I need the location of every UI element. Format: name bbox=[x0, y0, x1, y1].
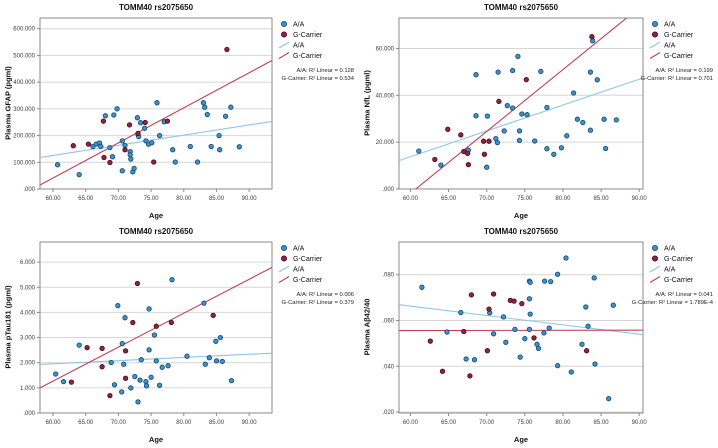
legend-label: G-Carrier bbox=[293, 277, 323, 284]
point-gc bbox=[69, 380, 73, 384]
y-tick-label: 200.000 bbox=[13, 133, 35, 140]
y-tick-label: 100.000 bbox=[13, 160, 35, 167]
point-gc bbox=[481, 139, 485, 143]
r2-annotation: A/A: R² Linear = 0.041 bbox=[655, 292, 713, 298]
point-aa bbox=[559, 146, 563, 150]
x-tick-label: 70.00 bbox=[110, 196, 126, 202]
point-gc bbox=[135, 281, 139, 285]
x-tick-label: 75.00 bbox=[143, 196, 159, 202]
point-gc bbox=[123, 349, 127, 353]
r2-annotation: G-Carrier: R² Linear = 0.379 bbox=[281, 300, 354, 306]
fit-line-gc bbox=[399, 5, 643, 203]
x-tick-label: 65.00 bbox=[78, 196, 94, 202]
y-tick-label: .000 bbox=[23, 187, 35, 193]
point-aa bbox=[139, 358, 143, 362]
x-tick-label: 65.00 bbox=[441, 420, 457, 426]
x-tick-label: 60.00 bbox=[402, 420, 418, 426]
point-aa bbox=[157, 133, 161, 137]
y-tick-label: 6.000 bbox=[19, 260, 35, 267]
legend-line-aa bbox=[279, 266, 289, 272]
point-aa bbox=[157, 383, 161, 387]
point-aa bbox=[123, 316, 127, 320]
point-gc bbox=[468, 374, 472, 378]
panel-ptau181 bbox=[0, 224, 359, 448]
point-gc bbox=[491, 292, 495, 296]
y-tick-label: 60.000 bbox=[375, 46, 394, 53]
x-tick-label: 85.00 bbox=[208, 420, 224, 426]
point-aa bbox=[138, 121, 142, 125]
r2-annotation: G-Carrier: R² Linear = 1.789E-4 bbox=[631, 300, 713, 306]
point-gc bbox=[100, 346, 104, 350]
point-gc bbox=[487, 307, 491, 311]
point-gc bbox=[524, 77, 528, 81]
point-gc bbox=[520, 301, 524, 305]
point-aa bbox=[474, 114, 478, 118]
point-gc bbox=[101, 119, 105, 123]
point-gc bbox=[482, 152, 486, 156]
y-axis-label: Plasma Aβ42/40 bbox=[362, 298, 372, 356]
point-aa bbox=[103, 114, 107, 118]
point-aa bbox=[147, 348, 151, 352]
legend-label: A/A bbox=[293, 245, 305, 253]
x-tick-label: 80.00 bbox=[555, 420, 571, 426]
point-aa bbox=[120, 341, 124, 345]
point-gc bbox=[485, 349, 489, 353]
point-aa bbox=[474, 73, 478, 77]
legend-label: G-Carrier bbox=[293, 32, 323, 39]
point-aa bbox=[160, 365, 164, 369]
legend-label: G-Carrier bbox=[664, 53, 694, 60]
point-gc bbox=[100, 365, 104, 369]
point-aa bbox=[459, 310, 463, 314]
point-aa bbox=[229, 105, 233, 109]
point-gc bbox=[127, 123, 131, 127]
legend-label: G-Carrier bbox=[293, 53, 323, 60]
r2-annotation: A/A: R² Linear = 0.128 bbox=[296, 68, 354, 74]
point-aa bbox=[555, 272, 559, 276]
point-gc bbox=[86, 142, 90, 146]
point-aa bbox=[595, 78, 599, 82]
point-aa bbox=[542, 331, 546, 335]
legend-line-aa bbox=[650, 42, 660, 48]
point-aa bbox=[518, 355, 522, 359]
point-aa bbox=[569, 370, 573, 374]
point-aa bbox=[485, 114, 489, 118]
y-axis-label: Plasma pTau181 (pgml) bbox=[3, 285, 13, 369]
point-aa bbox=[564, 256, 568, 260]
point-aa bbox=[464, 357, 468, 361]
y-tick-label: .080 bbox=[382, 272, 394, 279]
point-aa bbox=[545, 147, 549, 151]
point-aa bbox=[496, 70, 500, 74]
point-aa bbox=[525, 113, 529, 117]
point-aa bbox=[588, 70, 592, 74]
point-aa bbox=[77, 172, 81, 176]
point-aa bbox=[128, 153, 132, 157]
y-tick-label: 40.000 bbox=[375, 93, 394, 100]
y-tick-label: 20.000 bbox=[375, 140, 394, 147]
legend-label: G-Carrier bbox=[293, 256, 323, 263]
x-tick-label: 75.00 bbox=[143, 420, 159, 426]
point-gc bbox=[590, 35, 594, 39]
point-aa bbox=[581, 120, 585, 124]
point-aa bbox=[584, 305, 588, 309]
plot-frame bbox=[399, 242, 643, 413]
point-gc bbox=[154, 324, 158, 328]
x-tick-label: 60.00 bbox=[45, 420, 61, 426]
point-gc bbox=[143, 120, 147, 124]
point-aa bbox=[138, 378, 142, 382]
y-tick-label: 4.000 bbox=[19, 310, 35, 317]
legend-dot-aa bbox=[652, 245, 657, 250]
legend-label: A/A bbox=[293, 21, 305, 29]
point-aa bbox=[523, 336, 527, 340]
point-aa bbox=[195, 160, 199, 164]
x-axis-label: Age bbox=[513, 435, 529, 444]
point-gc bbox=[466, 162, 470, 166]
x-tick-label: 90.00 bbox=[631, 420, 647, 426]
x-tick-label: 80.00 bbox=[176, 196, 192, 202]
point-aa bbox=[188, 144, 192, 148]
point-aa bbox=[501, 315, 505, 319]
point-aa bbox=[517, 129, 521, 133]
point-aa bbox=[112, 113, 116, 117]
point-aa bbox=[513, 327, 517, 331]
point-aa bbox=[203, 362, 207, 366]
point-aa bbox=[505, 103, 509, 107]
point-aa bbox=[136, 400, 140, 404]
y-tick-label: 600.000 bbox=[13, 26, 35, 33]
point-aa bbox=[108, 145, 112, 149]
point-aa bbox=[220, 359, 224, 363]
point-aa bbox=[203, 105, 207, 109]
x-axis-label: Age bbox=[148, 435, 164, 444]
point-aa bbox=[185, 354, 189, 358]
point-aa bbox=[420, 285, 424, 289]
x-tick-label: 85.00 bbox=[593, 420, 609, 426]
point-aa bbox=[527, 297, 531, 301]
point-aa bbox=[510, 68, 514, 72]
legend-label: A/A bbox=[664, 266, 676, 274]
point-gc bbox=[123, 148, 127, 152]
point-aa bbox=[147, 307, 151, 311]
point-aa bbox=[99, 144, 103, 148]
point-aa bbox=[472, 358, 476, 362]
point-aa bbox=[132, 166, 136, 170]
panel-abeta42-40 bbox=[359, 224, 718, 448]
fit-line-aa bbox=[40, 121, 272, 157]
point-aa bbox=[565, 134, 569, 138]
x-tick-label: 60.00 bbox=[45, 196, 61, 202]
point-aa bbox=[209, 144, 213, 148]
point-gc bbox=[446, 127, 450, 131]
point-aa bbox=[123, 143, 127, 147]
point-aa bbox=[495, 140, 499, 144]
x-tick-label: 85.00 bbox=[593, 196, 609, 202]
x-tick-label: 75.00 bbox=[517, 420, 533, 426]
point-aa bbox=[173, 160, 177, 164]
point-gc bbox=[108, 393, 112, 397]
point-aa bbox=[533, 139, 537, 143]
point-aa bbox=[614, 118, 618, 122]
point-gc bbox=[152, 160, 156, 164]
point-gc bbox=[102, 155, 106, 159]
r2-annotation: G-Carrier: R² Linear = 0.701 bbox=[640, 76, 713, 82]
point-gc bbox=[71, 144, 75, 148]
legend-line-aa bbox=[279, 42, 289, 48]
x-tick-label: 85.00 bbox=[208, 196, 224, 202]
x-tick-label: 90.00 bbox=[241, 420, 257, 426]
point-aa bbox=[217, 133, 221, 137]
panel-title: TOMM40 rs2075650 bbox=[118, 3, 194, 12]
point-aa bbox=[549, 279, 553, 283]
r2-annotation: A/A: R² Linear = 0.006 bbox=[296, 292, 354, 298]
point-aa bbox=[155, 101, 159, 105]
point-gc bbox=[469, 293, 473, 297]
point-gc bbox=[165, 119, 169, 123]
point-aa bbox=[607, 396, 611, 400]
point-aa bbox=[218, 148, 222, 152]
legend-line-gc bbox=[650, 53, 660, 59]
point-aa bbox=[201, 101, 205, 105]
legend-label: A/A bbox=[293, 42, 305, 50]
y-tick-label: .020 bbox=[382, 410, 394, 417]
point-aa bbox=[166, 364, 170, 368]
y-tick-label: .000 bbox=[23, 411, 35, 417]
point-aa bbox=[109, 360, 113, 364]
x-tick-label: 80.00 bbox=[176, 420, 192, 426]
point-aa bbox=[539, 69, 543, 73]
legend-label: A/A bbox=[293, 266, 305, 274]
y-tick-label: .040 bbox=[382, 364, 394, 371]
point-aa bbox=[112, 383, 116, 387]
x-tick-label: 70.00 bbox=[110, 420, 126, 426]
point-gc bbox=[433, 157, 437, 161]
r2-annotation: A/A: R² Linear = 0.199 bbox=[655, 68, 713, 74]
point-gc bbox=[459, 133, 463, 137]
x-tick-label: 80.00 bbox=[555, 196, 571, 202]
point-aa bbox=[142, 126, 146, 130]
point-aa bbox=[520, 112, 524, 116]
point-aa bbox=[110, 155, 114, 159]
legend-dot-gc bbox=[652, 256, 657, 261]
scatter-plot bbox=[359, 224, 718, 448]
point-aa bbox=[120, 390, 124, 394]
point-aa bbox=[120, 169, 124, 173]
x-tick-label: 70.00 bbox=[479, 420, 495, 426]
r2-annotation: G-Carrier: R² Linear = 0.534 bbox=[281, 76, 354, 82]
fit-line-gc bbox=[40, 60, 272, 185]
legend-dot-aa bbox=[281, 21, 286, 26]
legend-label: G-Carrier bbox=[664, 277, 694, 284]
point-gc bbox=[497, 99, 501, 103]
point-aa bbox=[205, 112, 209, 116]
point-aa bbox=[592, 276, 596, 280]
point-aa bbox=[129, 157, 133, 161]
point-gc bbox=[123, 376, 127, 380]
point-gc bbox=[225, 47, 229, 51]
point-aa bbox=[510, 106, 514, 110]
legend-dot-gc bbox=[281, 32, 286, 37]
y-tick-label: 3.000 bbox=[19, 335, 35, 342]
point-aa bbox=[144, 384, 148, 388]
x-tick-label: 75.00 bbox=[517, 196, 533, 202]
point-gc bbox=[532, 336, 536, 340]
point-gc bbox=[462, 329, 466, 333]
point-aa bbox=[545, 105, 549, 109]
x-tick-label: 90.00 bbox=[241, 196, 257, 202]
point-aa bbox=[171, 148, 175, 152]
scatter-plot bbox=[359, 0, 718, 224]
point-aa bbox=[61, 379, 65, 383]
scatter-plot bbox=[0, 224, 359, 448]
point-aa bbox=[54, 372, 58, 376]
legend-line-gc bbox=[279, 53, 289, 59]
point-gc bbox=[169, 320, 173, 324]
y-tick-label: 400.000 bbox=[13, 80, 35, 87]
panel-gfap bbox=[0, 0, 359, 224]
legend-dot-aa bbox=[281, 245, 286, 250]
point-aa bbox=[152, 333, 156, 337]
point-aa bbox=[214, 339, 218, 343]
point-aa bbox=[547, 326, 551, 330]
point-aa bbox=[445, 330, 449, 334]
x-tick-label: 60.00 bbox=[402, 196, 418, 202]
legend-dot-gc bbox=[281, 256, 286, 261]
point-aa bbox=[575, 117, 579, 121]
point-aa bbox=[580, 342, 584, 346]
point-aa bbox=[55, 163, 59, 167]
point-aa bbox=[439, 163, 443, 167]
point-aa bbox=[115, 107, 119, 111]
point-aa bbox=[502, 129, 506, 133]
point-aa bbox=[417, 149, 421, 153]
legend-label: G-Carrier bbox=[664, 32, 694, 39]
point-aa bbox=[202, 301, 206, 305]
point-aa bbox=[542, 279, 546, 283]
point-aa bbox=[588, 128, 592, 132]
point-gc bbox=[131, 320, 135, 324]
point-aa bbox=[593, 362, 597, 366]
point-aa bbox=[552, 152, 556, 156]
y-axis-label: Plasma GFAP (pgml) bbox=[3, 66, 13, 140]
y-axis-label: Plasma NfL (pgml) bbox=[362, 70, 372, 136]
panel-nfl bbox=[359, 0, 718, 224]
point-aa bbox=[603, 146, 607, 150]
point-aa bbox=[491, 332, 495, 336]
legend-line-gc bbox=[650, 277, 660, 283]
point-aa bbox=[516, 54, 520, 58]
legend-line-aa bbox=[650, 266, 660, 272]
legend-dot-aa bbox=[652, 21, 657, 26]
point-gc bbox=[465, 151, 469, 155]
scatter-plot bbox=[0, 0, 359, 224]
x-tick-label: 90.00 bbox=[631, 196, 647, 202]
point-aa bbox=[129, 386, 133, 390]
point-gc bbox=[85, 345, 89, 349]
y-tick-label: 300.000 bbox=[13, 106, 35, 113]
point-aa bbox=[223, 114, 227, 118]
point-aa bbox=[517, 138, 521, 142]
point-aa bbox=[170, 278, 174, 282]
point-aa bbox=[528, 280, 532, 284]
point-aa bbox=[571, 91, 575, 95]
legend-label: A/A bbox=[664, 21, 676, 29]
x-axis-label: Age bbox=[513, 211, 529, 220]
legend-label: G-Carrier bbox=[664, 256, 694, 263]
point-aa bbox=[133, 374, 137, 378]
point-gc bbox=[428, 339, 432, 343]
x-tick-label: 65.00 bbox=[78, 420, 94, 426]
point-gc bbox=[108, 160, 112, 164]
point-gc bbox=[211, 313, 215, 317]
point-gc bbox=[512, 299, 516, 303]
y-tick-label: .000 bbox=[382, 187, 394, 193]
legend-dot-gc bbox=[652, 32, 657, 37]
point-aa bbox=[528, 312, 532, 316]
point-aa bbox=[150, 141, 154, 145]
legend-label: A/A bbox=[664, 245, 676, 253]
point-aa bbox=[527, 327, 531, 331]
point-aa bbox=[135, 116, 139, 120]
x-tick-label: 70.00 bbox=[479, 196, 495, 202]
panel-title: TOMM40 rs2075650 bbox=[483, 3, 559, 12]
point-aa bbox=[207, 356, 211, 360]
point-gc bbox=[584, 349, 588, 353]
point-aa bbox=[237, 145, 241, 149]
point-aa bbox=[602, 117, 606, 121]
point-aa bbox=[149, 375, 153, 379]
panel-title: TOMM40 rs2075650 bbox=[118, 227, 194, 236]
point-aa bbox=[154, 359, 158, 363]
point-aa bbox=[77, 343, 81, 347]
y-tick-label: 5.000 bbox=[19, 285, 35, 292]
y-tick-label: .060 bbox=[382, 318, 394, 325]
point-aa bbox=[144, 379, 148, 383]
point-aa bbox=[214, 359, 218, 363]
x-tick-label: 65.00 bbox=[441, 196, 457, 202]
y-tick-label: 500.000 bbox=[13, 53, 35, 60]
point-aa bbox=[555, 363, 559, 367]
point-aa bbox=[218, 335, 222, 339]
point-aa bbox=[586, 324, 590, 328]
y-tick-label: 2.000 bbox=[19, 360, 35, 367]
point-aa bbox=[611, 303, 615, 307]
point-aa bbox=[116, 303, 120, 307]
x-axis-label: Age bbox=[148, 211, 164, 220]
point-aa bbox=[122, 362, 126, 366]
point-aa bbox=[229, 378, 233, 382]
point-gc bbox=[136, 131, 140, 135]
y-tick-label: 1.000 bbox=[19, 385, 35, 392]
point-aa bbox=[504, 340, 508, 344]
point-aa bbox=[120, 139, 124, 143]
point-gc bbox=[440, 369, 444, 373]
point-aa bbox=[536, 346, 540, 350]
legend-line-gc bbox=[279, 277, 289, 283]
point-gc bbox=[487, 139, 491, 143]
legend-label: A/A bbox=[664, 42, 676, 50]
point-aa bbox=[485, 165, 489, 169]
panel-title: TOMM40 rs2075650 bbox=[483, 227, 559, 236]
